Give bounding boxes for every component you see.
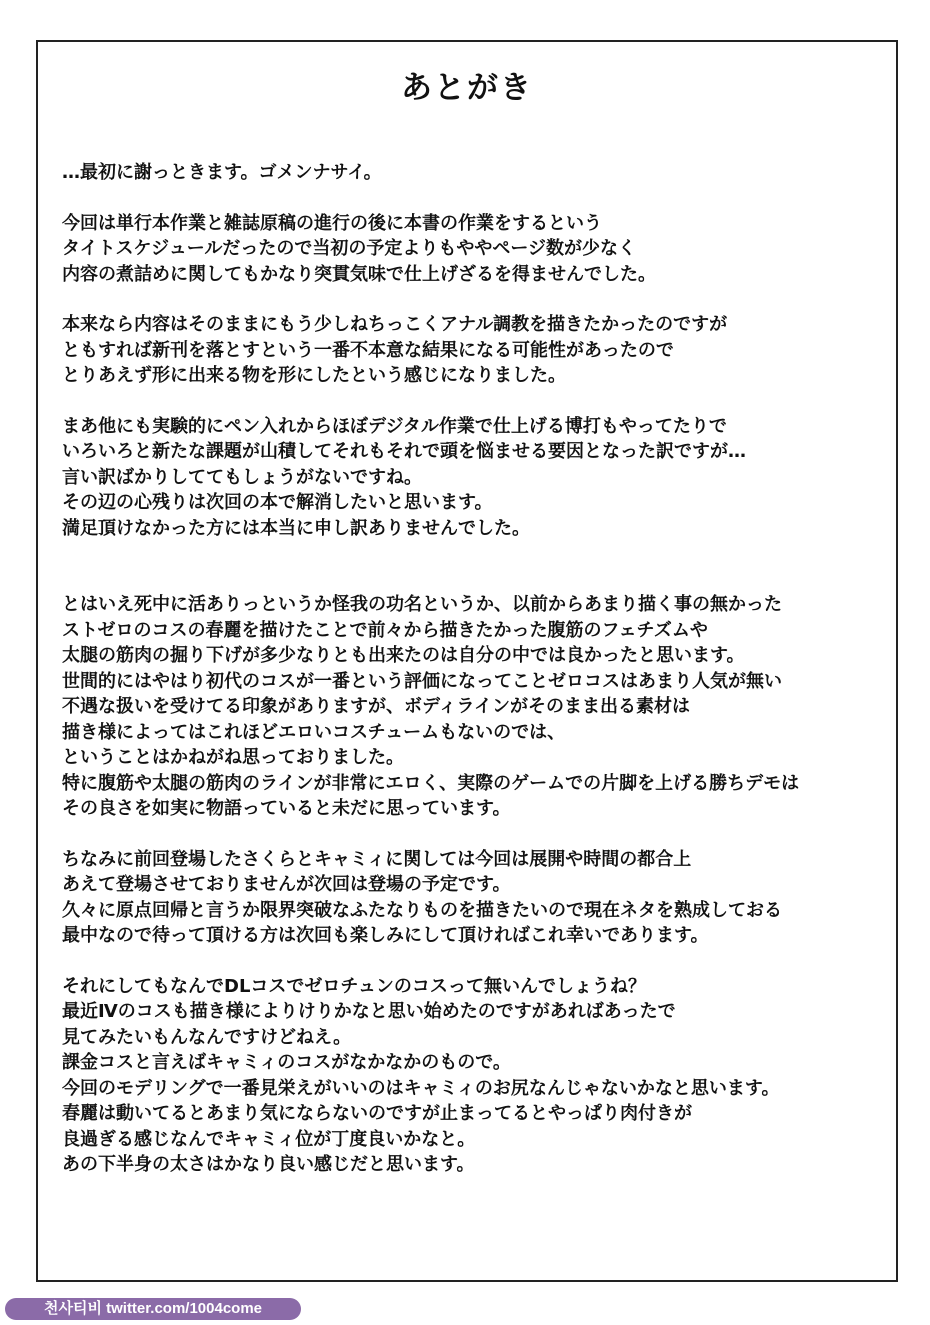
text-line: あえて登場させておりませんが次回は登場の予定です。: [62, 874, 511, 895]
text-line: 久々に原点回帰と言うか限界突破なふたなりものを描きたいので現在ネタを熟成しておる: [62, 899, 782, 921]
paragraph: [62, 211, 892, 288]
text-line: あの下半身の太さはかなり良い感じだと思います。: [62, 1154, 475, 1175]
paragraph: [62, 160, 892, 186]
text-line: 最近Ⅳのコスも描き様によりけりかなと思い始めたのですがあればあったで: [62, 1001, 676, 1022]
paragraph: [62, 592, 892, 822]
text-line: 特に腹筋や太腿の筋肉のラインが非常にエロく、実際のゲームでの片脚を上げる勝ちデモは: [62, 772, 800, 794]
text-line: 見てみたいもんなんですけどねえ。: [62, 1026, 352, 1048]
text-line: 本来なら内容はそのままにもう少しねちっこくアナル調教を描きたかったのですが: [62, 314, 728, 335]
text-line: 描き様によってはこれほどエロいコスチュームもないのでは、: [62, 721, 566, 743]
paragraph-gap: [62, 541, 892, 592]
text-line: 今回は単行本作業と雑誌原稿の進行の後に本書の作業をするという: [62, 212, 602, 234]
text-line: 課金コスと言えばキャミィのコスがなかなかのもので。: [62, 1052, 511, 1073]
text-line: 最中なので待って頂ける方は次回も楽しみにして頂ければこれ幸いであります。: [62, 925, 709, 946]
text-line: 今回のモデリングで一番見栄えがいいのはキャミィのお尻なんじゃないかなと思います。: [62, 1077, 780, 1099]
text-line: ともすれば新刊を落とすという一番不本意な結果になる可能性があったので: [62, 339, 674, 361]
text-line: タイトスケジュールだったので当初の予定よりもややページ数が少なく: [62, 238, 637, 259]
text-line: 太腿の筋肉の掘り下げが多少なりとも出来たのは自分の中では良かったと思います。: [62, 645, 745, 666]
paragraph: [62, 847, 892, 949]
text-line: 不遇な扱いを受けてる印象がありますが、ボディラインがそのまま出る素材は: [62, 696, 691, 717]
paragraph: [62, 974, 892, 1178]
text-line: 満足頂けなかった方には本当に申し訳ありませんでした。: [62, 517, 530, 539]
text-line: 言い訳ばかりしててもしょうがないですね。: [62, 466, 422, 488]
page-frame: [36, 40, 898, 1282]
paragraph-gap: [62, 949, 892, 974]
text-line: いろいろと新たな課題が山積してそれもそれで頭を悩ませる要因となった訳ですが…: [62, 441, 746, 462]
text-line: ちなみに前回登場したさくらとキャミィに関しては今回は展開や時間の都合上: [62, 848, 692, 870]
text-line: 春麗は動いてるとあまり気にならないのですが止まってるとやっぱり肉付きが: [62, 1103, 692, 1124]
text-line: その良さを如実に物語っていると未だに思っています。: [62, 798, 511, 819]
text-line: ということはかねがね思っておりました。: [62, 747, 404, 768]
afterword-body: [62, 160, 892, 1178]
paragraph-gap: [62, 822, 892, 847]
paragraph-gap: [62, 389, 892, 414]
text-line: ストゼロのコスの春麗を描けたことで前々から描きたかった腹筋のフェチズムや: [62, 619, 708, 641]
paragraph-gap: [62, 287, 892, 312]
paragraph: [62, 414, 892, 542]
text-line: 世間的にはやはり初代のコスが一番という評価になってことゼロコスはあまり人気が無い: [62, 670, 782, 692]
text-line: 良過ぎる感じなんでキャミィ位が丁度良いかなと。: [62, 1128, 476, 1150]
text-line: その辺の心残りは次回の本で解消したいと思います。: [62, 492, 493, 513]
page-title: あとがき: [401, 70, 533, 106]
text-line: それにしてもなんでDLコスでゼロチュンのコスって無いんでしょうね？: [62, 975, 647, 997]
text-line: …最初に謝っときます。ゴメンナサイ。: [62, 162, 382, 183]
text-line: 内容の煮詰めに関してもかなり突貫気味で仕上げざるを得ませんでした。: [62, 263, 656, 285]
text-line: とりあえず形に出来る物を形にしたという感じになりました。: [62, 365, 566, 386]
text-line: とはいえ死中に活ありっというか怪我の功名というか、以前からあまり描く事の無かった: [62, 594, 782, 615]
paragraph-gap: [62, 186, 892, 211]
watermark-badge: 천사티비 twitter.com/1004come: [5, 1298, 301, 1320]
text-line: まあ他にも実験的にペン入れからほぼデジタル作業で仕上げる博打もやってたりで: [62, 415, 727, 437]
paragraph: [62, 312, 892, 389]
